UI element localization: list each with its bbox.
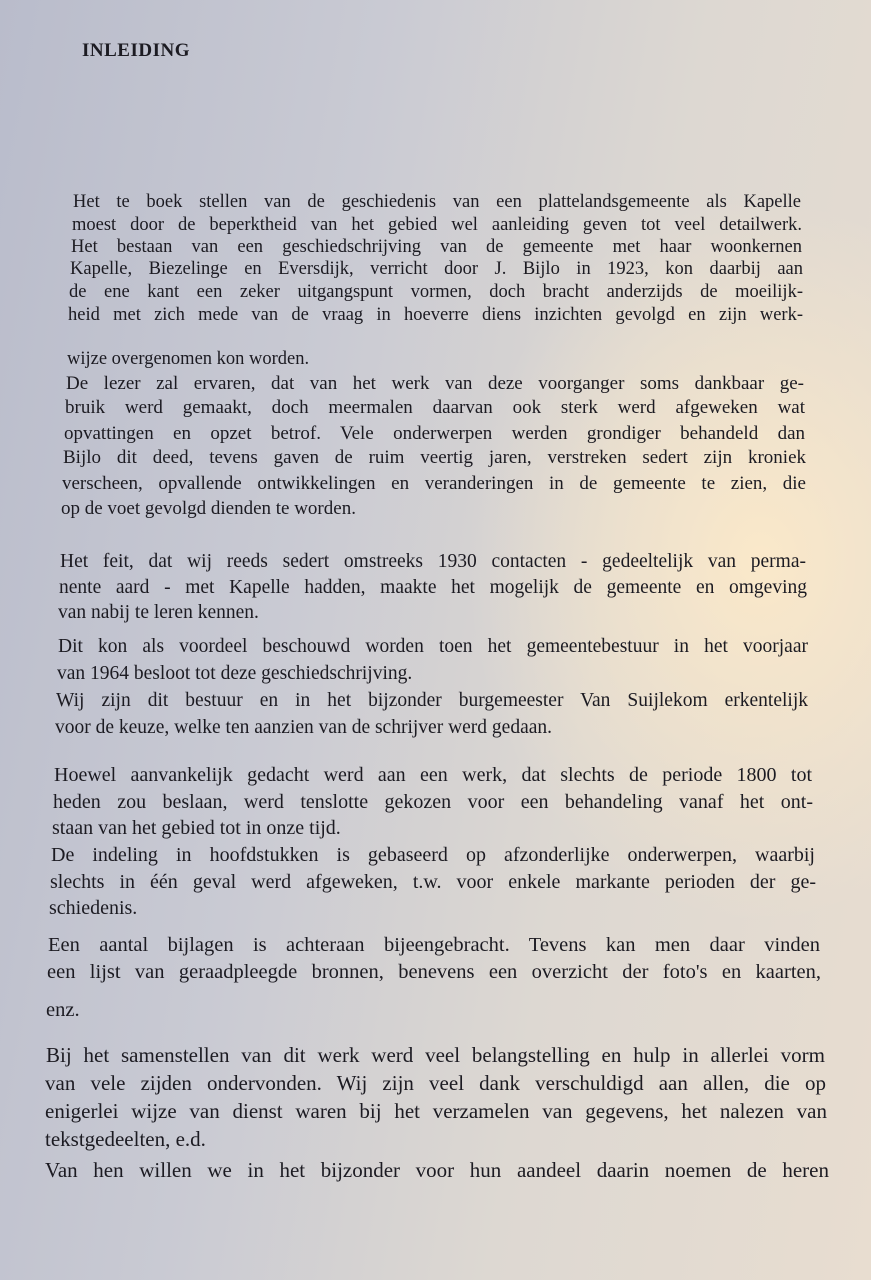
text-line: van 1964 besloot tot deze geschiedschrijving.	[57, 663, 413, 684]
text-line: enz.	[46, 999, 80, 1021]
text-line: Bijlo dit deed, tevens gaven de ruim veertig jaren, verstreken sedert zijn kroniek	[63, 447, 806, 468]
text-line: enigerlei wijze van dienst waren bij het verzamelen van gegevens, het nalezen van	[45, 1099, 827, 1123]
text-line: heden zou beslaan, werd tenslotte gekozen voor een behandeling vanaf het ont-	[53, 791, 813, 813]
text-line: De indeling in hoofdstukken is gebaseerd op afzonderlijke onderwerpen, waarbij	[51, 844, 815, 866]
text-line: moest door de beperktheid van het gebied wel aanleiding geven tot veel detailwerk.	[72, 215, 802, 235]
text-line: op de voet gevolgd dienden te worden.	[61, 498, 356, 519]
text-line: verscheen, opvallende ontwikkelingen en veranderingen in de gemeente te zien, die	[62, 473, 806, 494]
text-line: Van hen willen we in het bijzonder voor hun aandeel daarin noemen de heren	[45, 1158, 829, 1182]
text-line: Een aantal bijlagen is achteraan bijeengebracht. Tevens kan men daar vinden	[48, 934, 820, 956]
text-line: heid met zich mede van de vraag in hoeverre diens inzichten gevolgd en zijn werk-	[68, 305, 803, 325]
text-line: staan van het gebied tot in onze tijd.	[52, 817, 341, 839]
text-line: Hoewel aanvankelijk gedacht werd aan een werk, dat slechts de periode 1800 tot	[54, 764, 812, 786]
text-line: tekstgedeelten, e.d.	[45, 1127, 206, 1151]
text-line: Het feit, dat wij reeds sedert omstreeks 1930 contacten - gedeeltelijk van perma-	[60, 551, 806, 572]
text-line: slechts in één geval werd afgeweken, t.w. voor enkele markante perioden der ge-	[50, 871, 816, 893]
text-line: opvattingen en opzet betrof. Vele onderwerpen werden grondiger behandeld dan	[64, 423, 805, 444]
text-line: van vele zijden ondervonden. Wij zijn veel dank verschuldigd aan allen, die op	[45, 1071, 826, 1095]
text-line: schiedenis.	[49, 897, 138, 919]
text-line: De lezer zal ervaren, dat van het werk van deze voorganger soms dankbaar ge-	[66, 373, 804, 394]
text-line: nente aard - met Kapelle hadden, maakte het mogelijk de gemeente en omgeving	[59, 577, 807, 598]
text-line: voor de keuze, welke ten aanzien van de schrijver werd gedaan.	[55, 717, 553, 738]
text-line: Het bestaan van een geschiedschrijving van de gemeente met haar woonkernen	[71, 237, 802, 257]
text-line: een lijst van geraadpleegde bronnen, benevens een overzicht der foto's en kaarten,	[47, 961, 821, 983]
page-title: INLEIDING	[82, 40, 190, 61]
text-line: Wij zijn dit bestuur en in het bijzonder burgemeester Van Suijlekom erkentelijk	[56, 690, 808, 711]
text-line: wijze overgenomen kon worden.	[67, 349, 310, 369]
text-line: bruik werd gemaakt, doch meermalen daarvan ook sterk werd afgeweken wat	[65, 397, 805, 418]
text-line: Dit kon als voordeel beschouwd worden toen het gemeentebestuur in het voorjaar	[58, 636, 808, 657]
text-line: Kapelle, Biezelinge en Eversdijk, verricht door J. Bijlo in 1923, kon daarbij aan	[70, 259, 803, 279]
text-line: van nabij te leren kennen.	[58, 602, 259, 623]
text-line: de ene kant een zeker uitgangspunt vormen, doch bracht anderzijds de moeilijk-	[69, 282, 803, 302]
text-line: Bij het samenstellen van dit werk werd veel belangstelling en hulp in allerlei vorm	[46, 1043, 825, 1067]
text-line: Het te boek stellen van de geschiedenis van een plattelandsgemeente als Kapelle	[73, 192, 801, 212]
